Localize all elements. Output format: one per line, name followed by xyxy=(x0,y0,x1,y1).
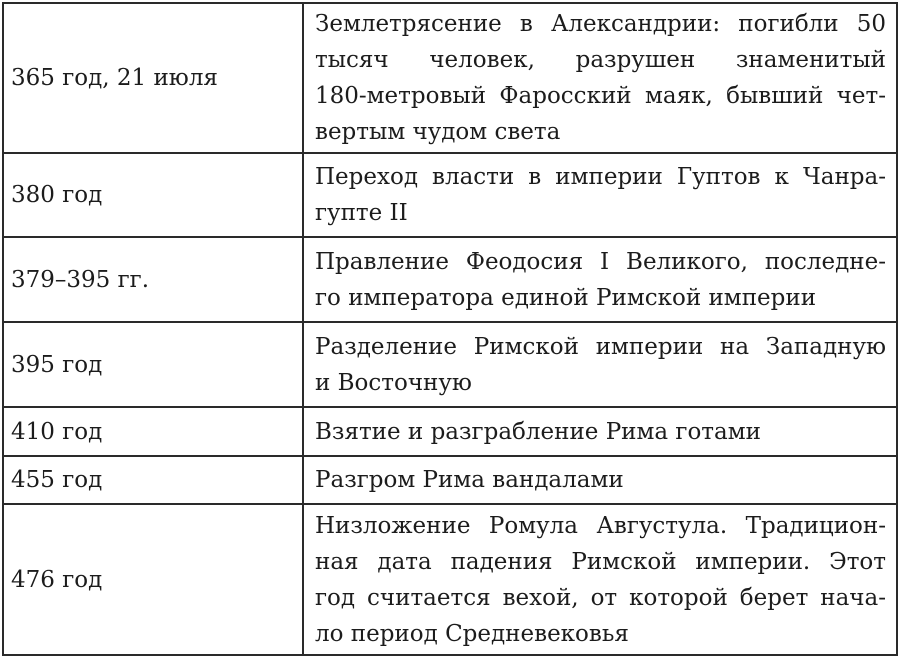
date-cell: 395 год xyxy=(3,322,303,407)
event-line: Низложение Ромула Августула. Традицион- xyxy=(315,512,886,539)
event-line: 180-метровый Фаросский маяк, бывший чет- xyxy=(315,83,886,109)
event-cell xyxy=(303,456,897,504)
table-row xyxy=(3,322,897,407)
event-cell xyxy=(303,407,897,456)
event-line: Правление Феодосия I Великого, последне- xyxy=(315,248,886,275)
event-line: ная дата падения Римской империи. Этот xyxy=(315,548,886,575)
date-cell: 455 год xyxy=(3,456,303,504)
event-line: Взятие и разграбление Рима готами xyxy=(315,418,761,445)
event-line: тысяч человек, разрушен знаменитый xyxy=(315,47,886,73)
table-row xyxy=(3,504,897,655)
date-cell: 410 год xyxy=(3,407,303,456)
event-line: го императора единой Римской империи xyxy=(315,284,817,311)
date-cell: 380 год xyxy=(3,153,303,237)
date-cell: 379–395 гг. xyxy=(3,237,303,322)
event-cell xyxy=(303,504,897,655)
table-row xyxy=(3,407,897,456)
event-line: Переход власти в империи Гуптов к Чанра- xyxy=(315,164,886,190)
event-line: Разгром Рима вандалами xyxy=(315,467,624,493)
event-line: Разделение Римской империи на Западную xyxy=(315,333,886,360)
event-cell xyxy=(303,3,897,153)
event-cell xyxy=(303,237,897,322)
table-row xyxy=(3,237,897,322)
event-line: вертым чудом света xyxy=(315,119,561,145)
table-row xyxy=(3,3,897,153)
table-row xyxy=(3,153,897,237)
date-cell: 365 год, 21 июля xyxy=(3,3,303,153)
event-line: год считается вехой, от которой берет нача- xyxy=(315,584,886,611)
date-cell: 476 год xyxy=(3,504,303,655)
event-line: гупте II xyxy=(315,200,408,226)
event-line: Землетрясение в Александрии: погибли 50 xyxy=(315,11,886,37)
event-cell xyxy=(303,322,897,407)
event-line: и Восточную xyxy=(315,369,472,396)
table-row xyxy=(3,456,897,504)
event-line: ло период Средневековья xyxy=(315,620,629,647)
timeline-table xyxy=(2,2,898,656)
event-cell xyxy=(303,153,897,237)
